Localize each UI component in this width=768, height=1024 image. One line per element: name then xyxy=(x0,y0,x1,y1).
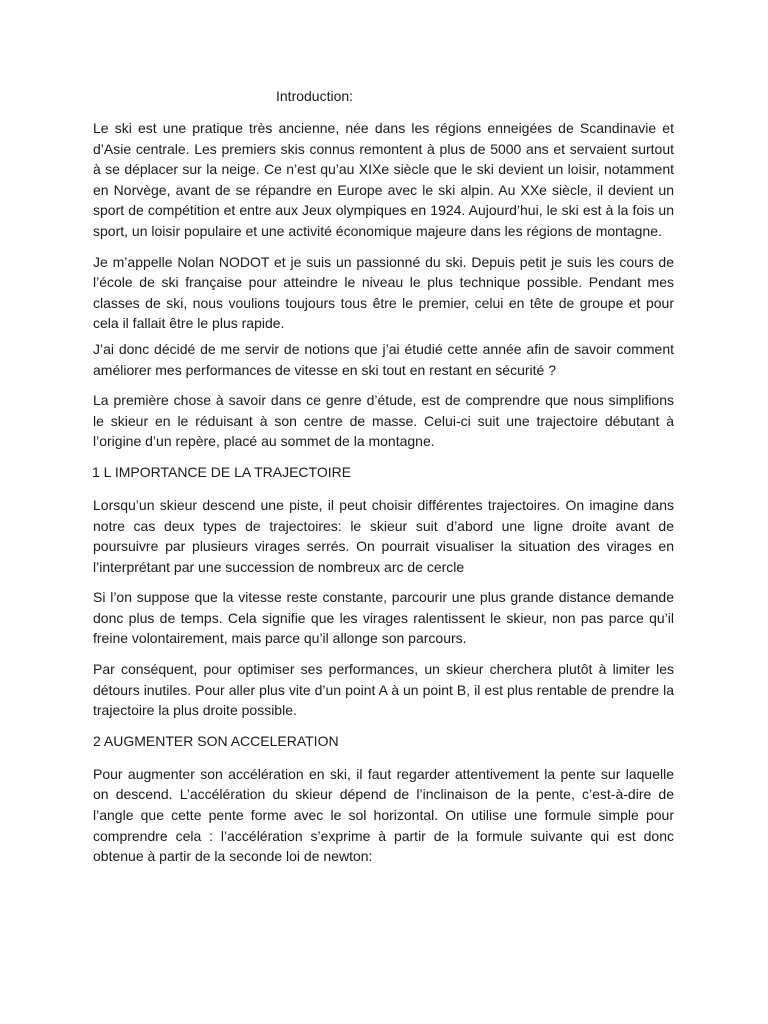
section-heading-acceleration: 2 AUGMENTER SON ACCELERATION xyxy=(93,732,339,749)
paragraph-center-of-mass: La première chose à savoir dans ce genre d’étude, est de comprendre que nous simplifions le skieur en le réduisant à son centre de masse. Celui-ci suit une trajectoire débutant à l’origine d’un repère, placé au sommet de la montagne. xyxy=(93,392,674,450)
paragraph-author: Je m’appelle Nolan NODOT et je suis un passionné du ski. Depuis petit je suis les cours de l’école de ski française pour atteindre le niveau le plus technique possible. Pendant mes classes de ski, nous voulions toujours tous être le premier, celui en tête de groupe et pour cela il fallait être le plus rapide. xyxy=(93,253,674,332)
paragraph-question: J’ai donc décidé de me servir de notions que j’ai étudié cette année afin de savoir comment améliorer mes performances de vitesse en ski tout en restant en sécurité ? xyxy=(93,340,674,378)
paragraph-optimize: Par conséquent, pour optimiser ses performances, un skieur cherchera plutôt à limiter les détours inutiles. Pour aller plus vite d’un point A à un point B, il est plus rentable de prendre la trajectoire la plus droite possible. xyxy=(93,661,674,719)
section-heading-trajectory: 1 L IMPORTANCE DE LA TRAJECTOIRE xyxy=(92,463,352,480)
paragraph-trajectories: Lorsqu’un skieur descend une piste, il peut choisir différentes trajectoires. On imagine dans notre cas deux types de trajectoires: le skieur suit d’abord une ligne droite avant de poursuivre par plusieurs virages serrés. On pourrait visualiser la situation des virages en l’interprétant par une succession de nombreux arc de cercle xyxy=(93,496,674,575)
document-page xyxy=(93,86,674,877)
paragraph-constant-speed: Si l’on suppose que la vitesse reste constante, parcourir une plus grande distance demande donc plus de temps. Cela signifie que les virages ralentissent le skieur, non pas parce qu’il freine volontairement, mais parce qu’il allonge son parcours. xyxy=(93,589,674,647)
page-title: Introduction: xyxy=(276,88,354,104)
paragraph-acceleration: Pour augmenter son accélération en ski, il faut regarder attentivement la pente sur laquelle on descend. L’accélération du skieur dépend de l’inclinaison de la pente, c’est-à-dire de l’angle que cette pente forme avec le sol horizontal. On utilise une formule simple pour comprendre cela : l’accélération s’exprime à partir de la formule suivante qui est donc obtenue à partir de la seconde loi de newton: xyxy=(93,765,674,865)
paragraph-history: Le ski est une pratique très ancienne, née dans les régions enneigées de Scandinavie et d’Asie centrale. Les premiers skis connus remontent à plus de 5000 ans et servaient surtout à se déplacer sur la neige. Ce n’est qu’au XIXe siècle que le ski devient un loisir, notamment en Norvège, avant de se répandre en Europe avec le ski alpin. Au XXe siècle, il devient un sport de compétition et entre aux Jeux olympiques en 1924. Aujourd’hui, le ski est à la fois un sport, un loisir populaire et une activité économique majeure dans les régions de montagne. xyxy=(93,120,674,239)
